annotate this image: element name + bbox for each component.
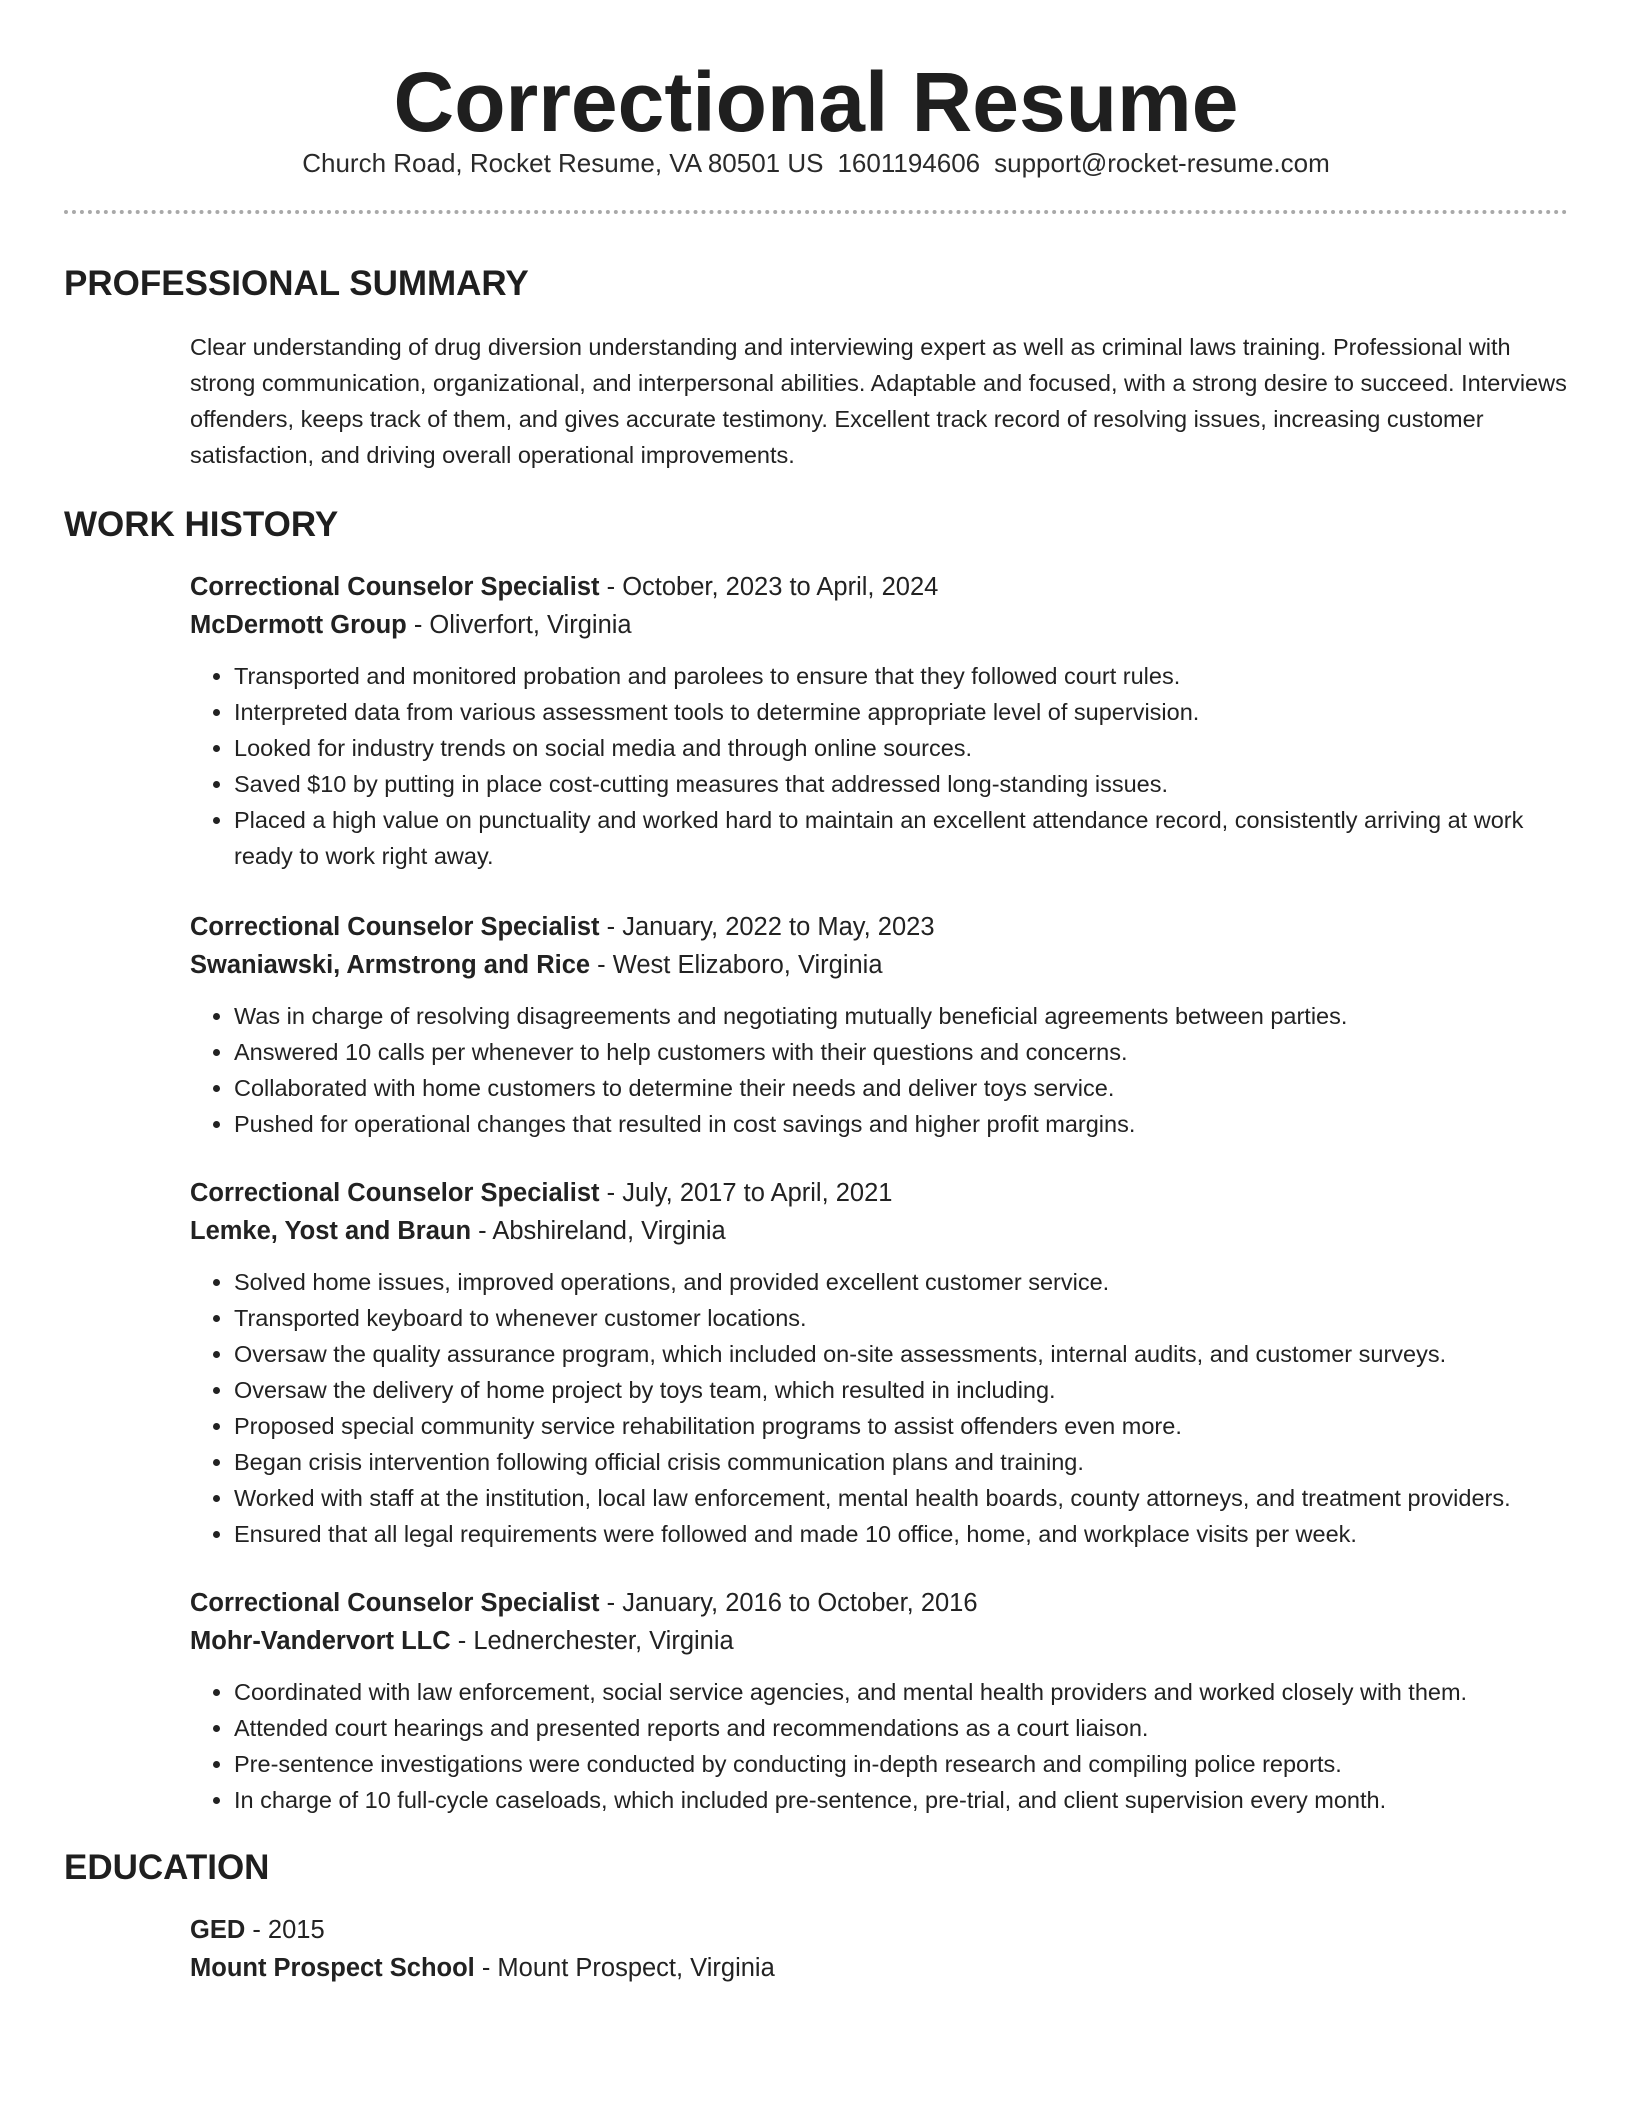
job-dates: - January, 2016 to October, 2016 (599, 1589, 978, 1617)
list-item: • Collaborated with home customers to determine their needs and deliver toys service. (234, 1070, 1568, 1106)
job-company-line (190, 946, 1568, 984)
summary-heading: PROFESSIONAL SUMMARY (64, 264, 529, 303)
job-dates: - January, 2022 to May, 2023 (599, 913, 935, 941)
list-item: • Worked with staff at the institution, local law enforcement, mental health boards, county attorneys, and treatment providers. (234, 1480, 1568, 1516)
job-position: Correctional Counselor Specialist (190, 1179, 600, 1207)
job-bullets (234, 658, 1568, 874)
job-entry (190, 1174, 1568, 1552)
education-entry (190, 1911, 1568, 1987)
job-entry (190, 568, 1568, 874)
job-title-line (190, 1174, 1568, 1212)
job-bullets (234, 998, 1568, 1142)
list-item: • Coordinated with law enforcement, social service agencies, and mental health providers and worked closely with them. (234, 1674, 1568, 1710)
job-position: Correctional Counselor Specialist (190, 1589, 600, 1617)
list-item: • Ensured that all legal requirements were followed and made 10 office, home, and workplace visits per week. (234, 1516, 1568, 1552)
job-bullets (234, 1674, 1568, 1818)
list-item: • Answered 10 calls per whenever to help customers with their questions and concerns. (234, 1034, 1568, 1070)
header-divider (64, 210, 1568, 214)
list-item: • Looked for industry trends on social media and through online sources. (234, 730, 1568, 766)
job-company-line (190, 1622, 1568, 1660)
job-location: - Oliverfort, Virginia (406, 611, 632, 639)
list-item: • Oversaw the delivery of home project by toys team, which resulted in including. (234, 1372, 1568, 1408)
list-item: • Placed a high value on punctuality and worked hard to maintain an excellent attendance record, consistently arriving at work ready to work right away. (234, 802, 1568, 874)
job-dates: - July, 2017 to April, 2021 (599, 1179, 893, 1207)
education-degree: GED (190, 1916, 246, 1944)
job-company-line (190, 1212, 1568, 1250)
job-company: Mohr-Vandervort LLC (190, 1627, 451, 1655)
education-location: - Mount Prospect, Virginia (474, 1954, 775, 1982)
job-company: Swaniawski, Armstrong and Rice (190, 951, 591, 979)
list-item: • Interpreted data from various assessment tools to determine appropriate level of supervision. (234, 694, 1568, 730)
job-title-line (190, 1584, 1568, 1622)
education-school: Mount Prospect School (190, 1954, 475, 1982)
contact-line (64, 150, 1568, 190)
list-item: • Began crisis intervention following official crisis communication plans and training. (234, 1444, 1568, 1480)
job-location: - Lednerchester, Virginia (450, 1627, 734, 1655)
job-location: - Abshireland, Virginia (471, 1217, 726, 1245)
education-heading: EDUCATION (64, 1848, 270, 1887)
list-item: • Proposed special community service rehabilitation programs to assist offenders even more. (234, 1408, 1568, 1444)
list-item: • Pushed for operational changes that resulted in cost savings and higher profit margins. (234, 1106, 1568, 1142)
list-item: • Attended court hearings and presented reports and recommendations as a court liaison. (234, 1710, 1568, 1746)
education-degree-line (190, 1911, 1568, 1949)
summary-text: Clear understanding of drug diversion understanding and interviewing expert as well as criminal laws training. Professional with strong communication, organizational, and interpersonal abilities. Adaptable and focused, with a strong desire to succeed. Interviews offenders, keeps track of them, and gives accurate testimony. Excellent track record of resolving issues, increasing customer satisfaction, and driving overall operational improvements. (190, 334, 1567, 468)
job-dates: - October, 2023 to April, 2024 (599, 573, 939, 601)
job-position: Correctional Counselor Specialist (190, 573, 600, 601)
job-title-line (190, 908, 1568, 946)
list-item: • Oversaw the quality assurance program, which included on-site assessments, internal audits, and customer surveys. (234, 1336, 1568, 1372)
job-company: McDermott Group (190, 611, 407, 639)
resume-title: Correctional Resume (393, 55, 1239, 149)
education-year: - 2015 (245, 1916, 325, 1944)
job-location: - West Elizaboro, Virginia (590, 951, 883, 979)
job-bullets (234, 1264, 1568, 1552)
list-item: • Was in charge of resolving disagreements and negotiating mutually beneficial agreements between parties. (234, 998, 1568, 1034)
contact-phone: 1601194606 (837, 148, 981, 178)
job-entry (190, 1584, 1568, 1818)
job-position: Correctional Counselor Specialist (190, 913, 600, 941)
job-entry (190, 908, 1568, 1142)
education-school-line (190, 1949, 1568, 1987)
contact-address: Church Road, Rocket Resume, VA 80501 US (302, 148, 824, 178)
job-company-line (190, 606, 1568, 644)
list-item: • Solved home issues, improved operations, and provided excellent customer service. (234, 1264, 1568, 1300)
job-company: Lemke, Yost and Braun (190, 1217, 472, 1245)
job-title-line (190, 568, 1568, 606)
list-item: • Pre-sentence investigations were conducted by conducting in-depth research and compiling police reports. (234, 1746, 1568, 1782)
list-item: • Transported and monitored probation and parolees to ensure that they followed court rules. (234, 658, 1568, 694)
list-item: • Saved $10 by putting in place cost-cutting measures that addressed long-standing issues. (234, 766, 1568, 802)
work-history-heading: WORK HISTORY (64, 505, 339, 544)
contact-email: support@rocket-resume.com (994, 148, 1330, 178)
list-item: • In charge of 10 full-cycle caseloads, which included pre-sentence, pre-trial, and client supervision every month. (234, 1782, 1568, 1818)
list-item: • Transported keyboard to whenever customer locations. (234, 1300, 1568, 1336)
